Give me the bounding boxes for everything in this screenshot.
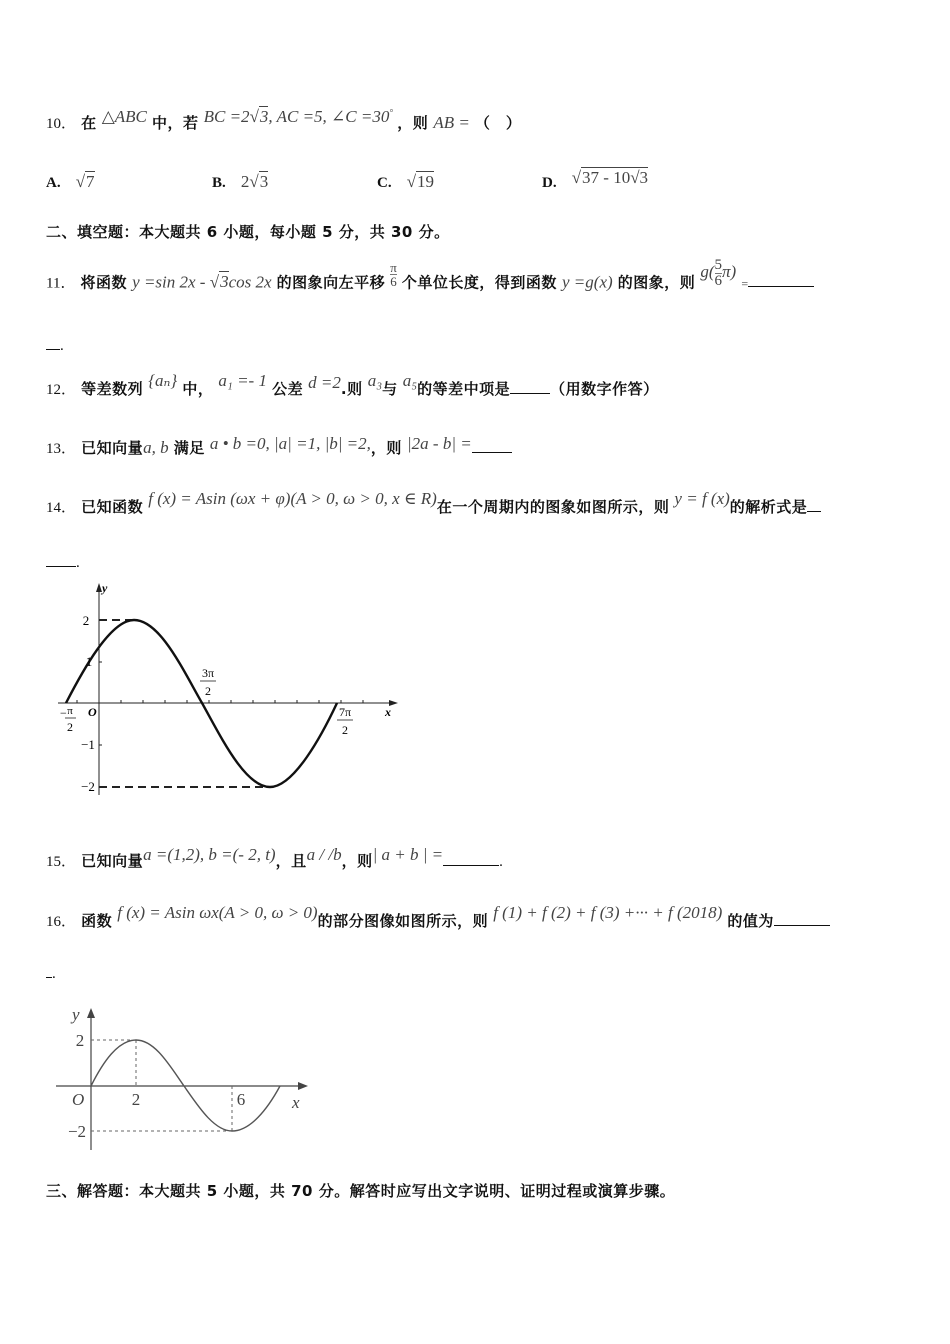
option-a[interactable]: A. √7 xyxy=(46,172,95,191)
svg-text:7π: 7π xyxy=(338,705,352,719)
option-value: 19 xyxy=(417,172,435,191)
question-16: 16． 函数 f (x) = Asin ωx(A > 0, ω > 0)的部分图像如图所示，则 f (1) + f (2) + f (3) +··· + f (2018) 的值为 xyxy=(46,910,830,931)
math-triangle: △ABC xyxy=(101,107,147,126)
question-12: 12． 等差数列 {aₙ} 中， a₁ =- 1 公差 d =2.则 a₃与 a₅的等差中项是 （用数字作答） xyxy=(46,371,659,398)
svg-text:2: 2 xyxy=(67,720,73,734)
answer-blank-continuation[interactable]: . xyxy=(46,552,80,572)
question-number: 13． xyxy=(46,441,77,457)
option-value: 3 xyxy=(259,172,269,191)
x-axis-arrow-icon xyxy=(298,1082,308,1090)
question-13: 13． 已知向量a, b 满足 a • b =0, |a| =1, |b| =2,，则 |2a - b| = xyxy=(46,437,512,458)
section-heading-fill-in: 二、填空题：本大题共 6 小题，每小题 5 分，共 30 分。 xyxy=(46,223,450,241)
option-d[interactable]: D. √37 - 10√3 xyxy=(542,168,649,191)
question-number: 10． xyxy=(46,116,77,132)
svg-text:1: 1 xyxy=(85,654,93,669)
question-number: 12． xyxy=(46,382,77,398)
y-axis-label: y xyxy=(102,581,108,595)
option-value: 7 xyxy=(86,172,95,191)
text: 中，若 xyxy=(152,114,199,132)
option-label: A. xyxy=(46,175,61,191)
math-fraction: $\frac{\pi}{6}$ xyxy=(390,260,397,290)
math-sequence: {aₙ} xyxy=(148,371,178,390)
math-expression: |2a - b| = xyxy=(407,434,472,453)
option-label: B. xyxy=(212,175,226,191)
answer-paren: （ ） xyxy=(474,114,522,132)
origin-label: O xyxy=(88,705,97,719)
section-heading-solutions: 三、解答题：本大题共 5 小题，共 70 分。解答时应写出文字说明、证明过程或演算步骤。 xyxy=(46,1182,676,1200)
math-given: BC =2√3, AC =5, ∠C =30° xyxy=(203,107,393,126)
question-number: 14． xyxy=(46,500,77,516)
math-function: f (x) = Asin (ωx + φ)(A > 0, ω > 0, x ∈ R) xyxy=(148,489,437,508)
math-a1: a₁ =- 1 xyxy=(218,371,267,390)
math-a3: a₃ xyxy=(367,371,383,390)
math-sum: f (1) + f (2) + f (3) +··· + f (2018) xyxy=(493,903,723,922)
math-y: y = f (x) xyxy=(674,489,730,508)
question-number: 16． xyxy=(46,914,77,930)
origin-label: O xyxy=(72,1090,85,1109)
math-d: d =2 xyxy=(308,373,341,392)
math-a5: a₅ xyxy=(402,371,418,390)
option-c[interactable]: C. √19 xyxy=(377,172,435,191)
svg-text:2: 2 xyxy=(75,1031,85,1050)
answer-blank-continuation[interactable]: . xyxy=(46,335,64,355)
question-15: 15． 已知向量a =(1,2), b =(- 2, t)，且a / /b，则| a + b | = . xyxy=(46,845,503,870)
svg-text:2: 2 xyxy=(131,1090,141,1109)
y-axis-label: y xyxy=(72,1005,80,1024)
svg-text:3π: 3π xyxy=(201,666,215,680)
svg-text:2: 2 xyxy=(82,613,90,628)
answer-blank-continuation[interactable]: . xyxy=(46,963,56,983)
text: ，则 xyxy=(397,114,429,132)
math-magnitude: | a + b | = xyxy=(372,845,444,864)
question-number: 15． xyxy=(46,854,77,870)
math-g: y =g(x) xyxy=(562,272,613,292)
option-label: C. xyxy=(377,175,392,191)
text: 在 xyxy=(81,114,97,132)
math-ab: AB = xyxy=(433,113,470,132)
math-parallel: a / /b xyxy=(306,845,342,864)
svg-text:−: − xyxy=(60,706,67,720)
graph-q16 xyxy=(56,1005,308,1150)
x-axis-label: x xyxy=(292,1093,300,1112)
math-function: f (x) = Asin ωx(A > 0, ω > 0) xyxy=(117,903,318,922)
svg-text:π: π xyxy=(67,705,73,717)
math-vectors: a, b xyxy=(143,438,169,457)
svg-text:6: 6 xyxy=(236,1090,246,1109)
option-label: D. xyxy=(542,175,557,191)
svg-text:2: 2 xyxy=(205,684,211,698)
answer-blank[interactable] xyxy=(774,911,830,926)
x-axis-label: x xyxy=(385,705,391,719)
math-function: y =sin 2x - √3cos 2x xyxy=(132,272,272,292)
option-value: 37 - 10√3 xyxy=(582,168,649,187)
answer-blank[interactable] xyxy=(443,851,499,866)
svg-text:−1: −1 xyxy=(81,737,95,752)
question-11: 11． 将函数 y =sin 2x - √3cos 2x 的图象向左平移 $\frac{\pi}{6}$ 个单位长度，得到函数 y =g(x) 的图象，则 g( $\frac{5}{6}$ π) = xyxy=(46,268,814,299)
math-g-value: g( $\frac{5}{6}$ π) xyxy=(700,257,737,289)
option-b[interactable]: B. 2√3 xyxy=(212,172,269,191)
svg-text:−2: −2 xyxy=(67,1122,87,1141)
svg-text:−2: −2 xyxy=(81,779,95,794)
math-conditions: a • b =0, |a| =1, |b| =2, xyxy=(209,434,371,453)
svg-text:2: 2 xyxy=(342,723,348,737)
question-14: 14． 已知函数 f (x) = Asin (ωx + φ)(A > 0, ω > 0, x ∈ R)在一个周期内的图象如图所示，则 y = f (x)的解析式是 xyxy=(46,496,821,517)
question-number: 11． xyxy=(46,275,76,292)
math-vectors: a =(1,2), b =(- 2, t) xyxy=(143,845,276,864)
y-axis-arrow-icon xyxy=(87,1008,95,1018)
